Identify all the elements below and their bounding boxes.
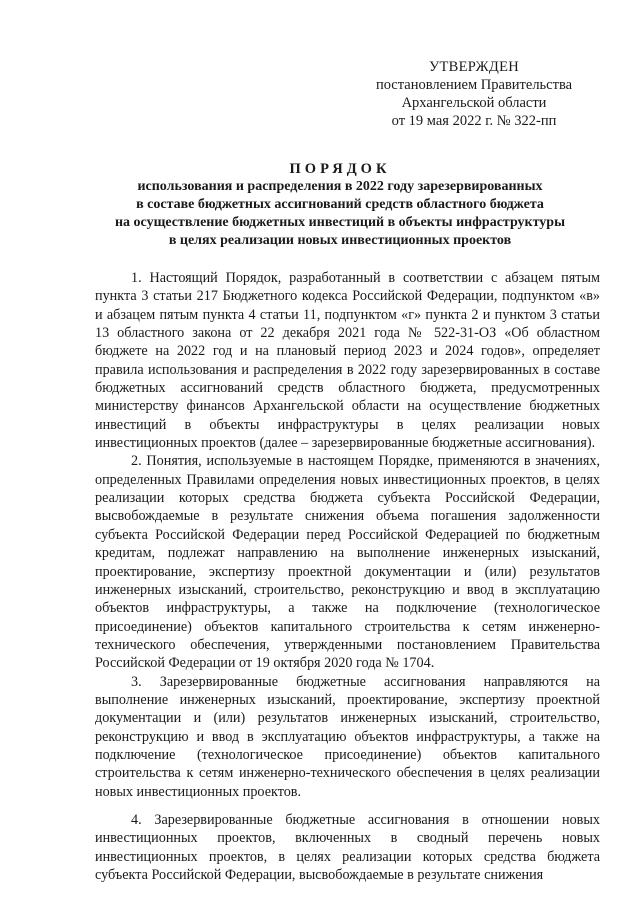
approval-heading: УТВЕРЖДЕН xyxy=(428,59,520,75)
approval-line-3: от 19 мая 2022 г. № 322-пп xyxy=(391,113,557,129)
approval-line-2: Архангельской области xyxy=(401,95,547,111)
title-line-2: в составе бюджетных ассигнований средств областного бюджета xyxy=(136,197,544,212)
title-line-4: в целях реализации новых инвестиционных проектов xyxy=(168,233,512,248)
approval-line-1: постановлением Правительства xyxy=(375,77,573,93)
document-body xyxy=(95,269,600,884)
title-line-3: на осуществление бюджетных инвестиций в объекты инфраструктуры xyxy=(114,215,566,230)
title-line-1: использования и распределения в 2022 году зарезервированных xyxy=(137,179,543,194)
paragraph-3: 3. Зарезервированные бюджетные ассигнования направляются на выполнение инженерных изысканий, проектирование, экспертизу проектной документации и (или) результатов инженерных изысканий, строительство, реконструкцию и ввод в эксплуатацию объектов инфраструктуры, а также на подключение (технологическое присоединение) объектов капитального строительства к сетям инженерно-технического обеспечения в целях реализации новых инвестиционных проектов. xyxy=(95,673,600,800)
paragraph-1: 1. Настоящий Порядок, разработанный в соответствии с абзацем пятым пункта 3 статьи 217 Бюджетного кодекса Российской Федерации, подпунктом «в» и абзацем пятым пункта 4 статьи 11, подпунктом «г» пункта 2 и пунктом 3 статьи 13 областного закона от 22 декабря 2021 года № 522-31-ОЗ «Об областном бюджете на 2022 год и на плановый период 2023 и 2024 годов», определяет правила использования и распределения в 2022 году зарезервированных в составе бюджетных ассигнований средств областного бюджета, предусмотренных министерству финансов Архангельской области на осуществление бюджетных инвестиций в объекты инфраструктуры в целях реализации новых инвестиционных проектов (далее – зарезервированные бюджетные ассигнования). xyxy=(95,270,600,452)
title-main: ПОРЯДОК xyxy=(289,161,391,177)
paragraph-4: 4. Зарезервированные бюджетные ассигнования в отношении новых инвестиционных проектов, включенных в сводный перечень новых инвестиционных проектов, в целях реализации которых средства бюджета субъекта Российской Федерации, высвобождаемые в результате снижения xyxy=(95,811,600,883)
document-title xyxy=(70,160,610,250)
paragraph-2: 2. Понятия, используемые в настоящем Порядке, применяются в значениях, определенных Правилами определения новых инвестиционных проектов, в целях реализации которых средства бюджета субъекта Российской Федерации, высвобождаемые в результате снижения объема погашения задолженности субъекта Российской Федерации перед Российской Федерацией по бюджетным кредитам, подлежат направлению на выполнение инженерных изысканий, проектирование, экспертизу проектной документации и (или) результатов инженерных изысканий, строительство, реконструкцию и ввод в эксплуатацию объектов инфраструктуры, а также на подключение (технологическое присоединение) объектов капитального строительства к сетям инженерно-технического обеспечения, утвержденными постановлением Правительства Российской Федерации от 19 октября 2020 года № 1704. xyxy=(95,453,600,672)
approval-stamp xyxy=(354,58,594,130)
